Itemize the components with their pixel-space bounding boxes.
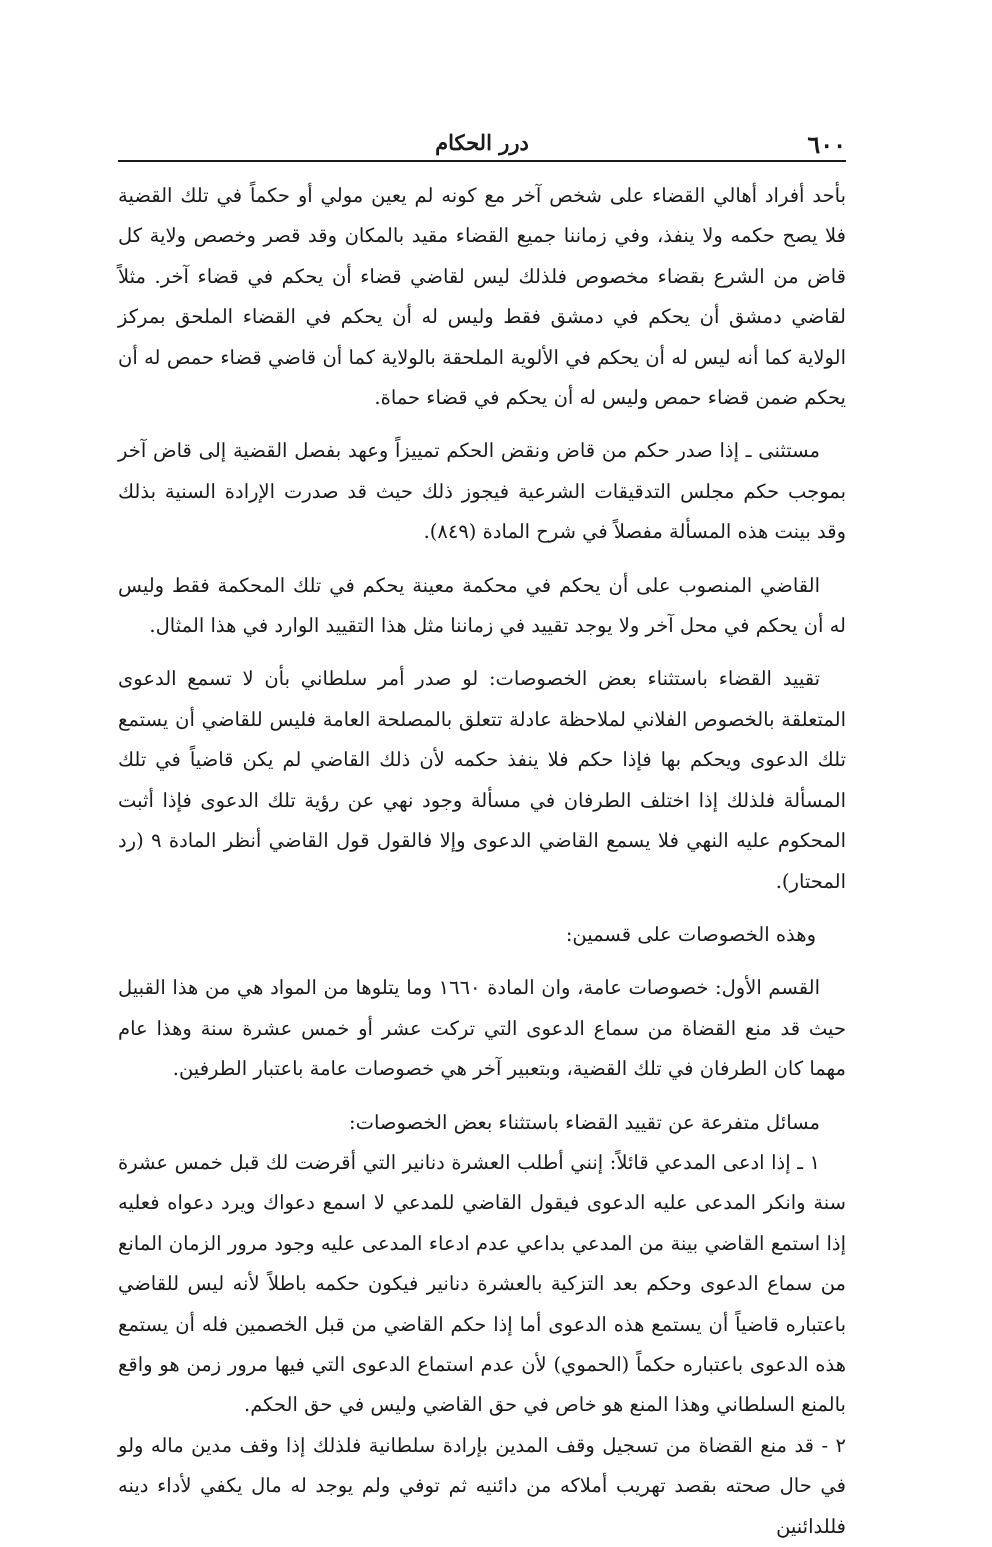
paragraph: وهذه الخصوصات على قسمين: <box>565 922 816 946</box>
page-number: ٦٠٠ <box>807 130 846 159</box>
paragraph: القاضي المنصوب على أن يحكم في محكمة معينة يحكم في تلك المحكمة فقط وليس له أن يحكم في محل آخر ولا يوجد تقييد في زماننا مثل هذا التقييد الوارد في هذا المثال. <box>118 573 846 638</box>
body-text <box>118 176 846 1547</box>
paragraph: مسائل متفرعة عن تقييد القضاء باستثناء بعض الخصوصات: <box>349 1110 820 1134</box>
paragraph: بأحد أفراد أهالي القضاء على شخص آخر مع كونه لم يعين مولي أو حكماً في تلك القضية فلا يصح حكمه ولا ينفذ، وفي زماننا جميع القضاء مقيد بالمكان وقد قصر وخصص ولاية كل قاض من الشرع بقضاء مخصوص فلذلك ليس لقاضي قضاء أن يحكم في قضاء آخر. مثلاً لقاضي دمشق أن يحكم في دمشق فقط وليس له أن يحكم في القضاء الملحق بمركز الولاية كما أنه ليس له أن يحكم في الألوية الملحقة بالولاية كما أن قاضي قضاء حمص له أن يحكم ضمن قضاء حمص وليس له أن يحكم في قضاء حماة. <box>118 184 846 410</box>
page-header <box>118 128 846 158</box>
paragraph: مستثنى ـ إذا صدر حكم من قاض ونقض الحكم تمييزاً وعهد بفصل القضية إلى قاض آخر بموجب حكم مجلس التدقيقات الشرعية فيجوز ذلك حيث قد صدرت الإرادة السنية بذلك وقد بينت هذه المسألة مفصلاً في شرح المادة (٨٤٩). <box>118 439 846 544</box>
paragraph: ٢ - قد منع القضاة من تسجيل وقف المدين بإرادة سلطانية فلذلك إذا وقف مدين ماله ولو في حال صحته بقصد تهريب أملاكه من دائنيه ثم توفي ولم يوجد له مال يكفي لأداء دينه فللدائنين <box>118 1433 846 1538</box>
running-title: درر الحكام <box>435 130 529 155</box>
paragraph: القسم الأول: خصوصات عامة، وان المادة ١٦٦٠ وما يتلوها من المواد هي من هذا القبيل حيث قد منع القضاة من سماع الدعوى التي تركت عشر أو خمس عشرة سنة وهذا عام مهما كان الطرفان في تلك القضية، وبتعبير آخر هي خصوصات عامة باعتبار الطرفين. <box>118 976 846 1081</box>
paragraph: تقييد القضاء باستثناء بعض الخصوصات: لو صدر أمر سلطاني بأن لا تسمع الدعوى المتعلقة بالخصوص الفلاني لملاحظة عادلة تتعلق بالمصلحة العامة فليس للقاضي أن يستمع تلك الدعوى ويحكم بها فإذا حكم فلا ينفذ حكمه لأن ذلك القاضي لم يكن قاضياً في تلك المسألة فلذلك إذا اختلف الطرفان في مسألة وجود نهي عن رؤية تلك الدعوى فإذا أثبت المحكوم عليه النهي فلا يسمع القاضي الدعوى وإلا فالقول قول القاضي أنظر المادة ٩ (رد المحتار). <box>118 667 846 893</box>
paragraph: ١ ـ إذا ادعى المدعي قائلاً: إنني أطلب العشرة دنانير التي أقرضت لك قبل خمس عشرة سنة وانكر المدعى عليه الدعوى فيقول القاضي للمدعي لا اسمع دعواك ويرد دعواه فعليه إذا استمع القاضي بينة من المدعي بداعي عدم ادعاء المدعى عليه وجود مرور الزمان المانع من سماع الدعوى وحكم بعد التزكية بالعشرة دنانير فيكون حكمه باطلاً لأنه ليس للقاضي باعتباره قاضياً أن يستمع هذه الدعوى أما إذا حكم القاضي من قبل الخصمين فله أن يستمع هذه الدعوى باعتباره حكماً (الحموي) لأن عدم استماع الدعوى التي فيها مرور زمن هو واقع بالمنع السلطاني وهذا المنع هو خاص في حق القاضي وليس في حق الحكم. <box>118 1150 846 1417</box>
header-rule <box>118 160 846 162</box>
